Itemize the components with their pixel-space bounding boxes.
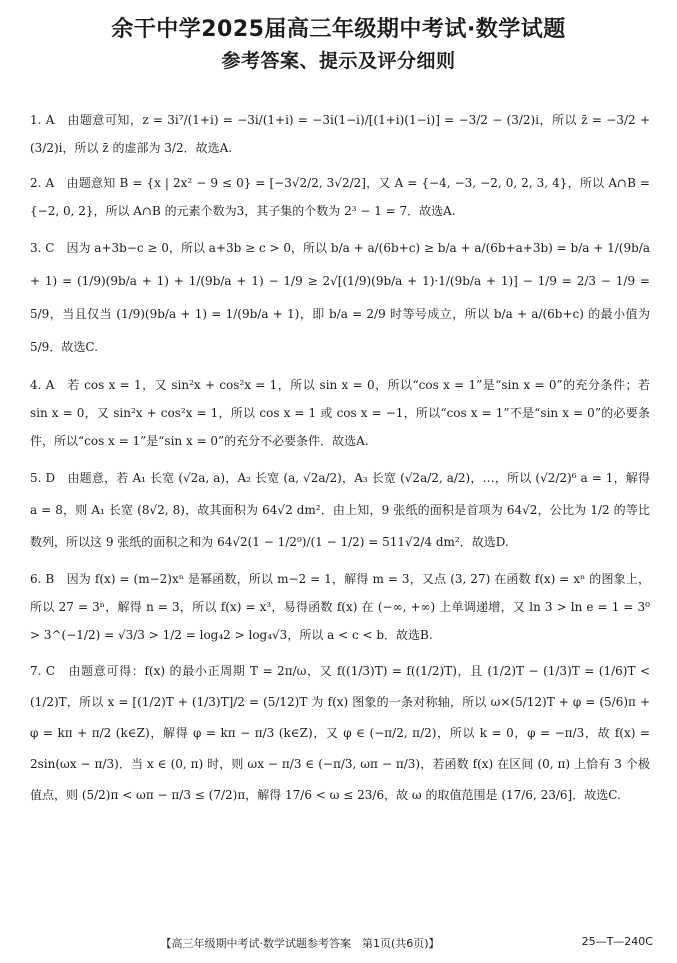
answer-number: 7. C bbox=[30, 664, 56, 678]
answer-text: 由题意，若 A₁ 长宽 (√2a, a)，A₂ 长宽 (a, √2a/2)，A₃ 长宽 (√2a/2, a/2)，…，所以 (√2/2)⁶ a = 1，解得 a = 8，则 A₁ 长宽 (8√2, 8)，故其面积为 64√2 dm²．由上知，9 张纸的面积是首项为 64√2，公比为 1/2 的等比数列，所以这 9 张纸的面积之和为 64√2(1 − 1/2⁹)/(1 − 1/2) = 511√2/4 dm²．故选D. bbox=[30, 471, 650, 549]
answer-item-1 bbox=[30, 106, 650, 162]
answer-text: 由题意知 B = {x | 2x² − 9 ≤ 0} = [−3√2/2, 3√2/2]，又 A = {−4, −3, −2, 0, 2, 3, 4}，所以 A∩B = {−2, 0, 2}，所以 A∩B 的元素个数为3，其子集的个数为 2³ − 1 = 7．故选A. bbox=[30, 176, 650, 218]
answer-item-6 bbox=[30, 565, 650, 649]
answer-list bbox=[30, 106, 650, 818]
answer-text: 因为 a+3b−c ≥ 0，所以 a+3b ≥ c > 0，所以 b/a + a/(6b+c) ≥ b/a + a/(6b+a+3b) = b/a + 1/(9b/a + 1) = (1/9)(9b/a + 1) + 1/(9b/a + 1) − 1/9 ≥ 2√[(1/9)(9b/a + 1)·1/(9b/a + 1)] − 1/9 = 2/3 − 1/9 = 5/9，当且仅当 (1/9)(9b/a + 1) = 1/(9b/a + 1)，即 b/a = 2/9 时等号成立，所以 b/a + a/(6b+c) 的最小值为 5/9．故选C. bbox=[30, 241, 650, 354]
footer-page-info: 【高三年级期中考试·数学试题参考答案 第1页(共6页)】 bbox=[160, 937, 440, 950]
answer-item-4 bbox=[30, 371, 650, 455]
answer-number: 6. B bbox=[30, 572, 55, 586]
answer-number: 3. C bbox=[30, 241, 55, 255]
answer-text: 由题意可得：f(x) 的最小正周期 T = 2π/ω，又 f((1/3)T) = f((1/2)T)，且 (1/2)T − (1/3)T = (1/6)T < (1/2)T，所以 x = [(1/2)T + (1/3)T]/2 = (5/12)T 为 f(x) 图象的一条对称轴，所以 ω×(5/12)T + φ = (5/6)π + φ = kπ + π/2 (k∈Z)，解得 φ = kπ − π/3 (k∈Z)，又 φ ∈ (−π/2, π/2)，所以 k = 0，φ = −π/3，故 f(x) = 2sin(ωx − π/3)．当 x ∈ (0, π) 时，则 ωx − π/3 ∈ (−π/3, ωπ − π/3)，若函数 f(x) 在区间 (0, π) 上恰有 3 个极值点，则 (5/2)π < ωπ − π/3 ≤ (7/2)π，解得 17/6 < ω ≤ 23/6，故 ω 的取值范围是 (17/6, 23/6]．故选C. bbox=[30, 664, 650, 802]
answer-item-7 bbox=[30, 656, 650, 811]
page-subtitle: 参考答案、提示及评分细则 bbox=[221, 50, 456, 72]
answer-number: 5. D bbox=[30, 471, 56, 485]
page-title: 余干中学2025届高三年级期中考试·数学试题 bbox=[111, 17, 566, 42]
answer-item-2 bbox=[30, 169, 650, 225]
answer-text: 因为 f(x) = (m−2)xⁿ 是幂函数，所以 m−2 = 1，解得 m = 3，又点 (3, 27) 在函数 f(x) = xⁿ 的图象上，所以 27 = 3ⁿ，解得 n = 3，所以 f(x) = x³，易得函数 f(x) 在 (−∞, +∞) 上单调递增，又 ln 3 > ln e = 1 = 3⁰ > 3^(−1/2) = √3/3 > 1/2 = log₄2 > log₄√3，所以 a < c < b．故选B. bbox=[30, 572, 650, 642]
answer-text: 由题意可知，z = 3i⁷/(1+i) = −3i/(1+i) = −3i(1−i)/[(1+i)(1−i)] = −3/2 − (3/2)i，所以 z̄ = −3/2 + (3/2)i，所以 z̄ 的虚部为 3/2．故选A. bbox=[30, 113, 650, 155]
answer-number: 4. A bbox=[30, 378, 55, 392]
answer-item-3 bbox=[30, 232, 650, 364]
answer-number: 2. A bbox=[30, 176, 55, 190]
answer-text: 若 cos x = 1，又 sin²x + cos²x = 1，所以 sin x = 0，所以“cos x = 1”是“sin x = 0”的充分条件；若 sin x = 0，又 sin²x + cos²x = 1，所以 cos x = 1 或 cos x = −1，所以“cos x = 1”不是“sin x = 0”的必要条件，所以“cos x = 1”是“sin x = 0”的充分不必要条件．故选A. bbox=[30, 378, 650, 448]
answer-number: 1. A bbox=[30, 113, 55, 127]
answer-item-5 bbox=[30, 462, 650, 558]
footer-paper-code: 25—T—240C bbox=[581, 935, 653, 948]
